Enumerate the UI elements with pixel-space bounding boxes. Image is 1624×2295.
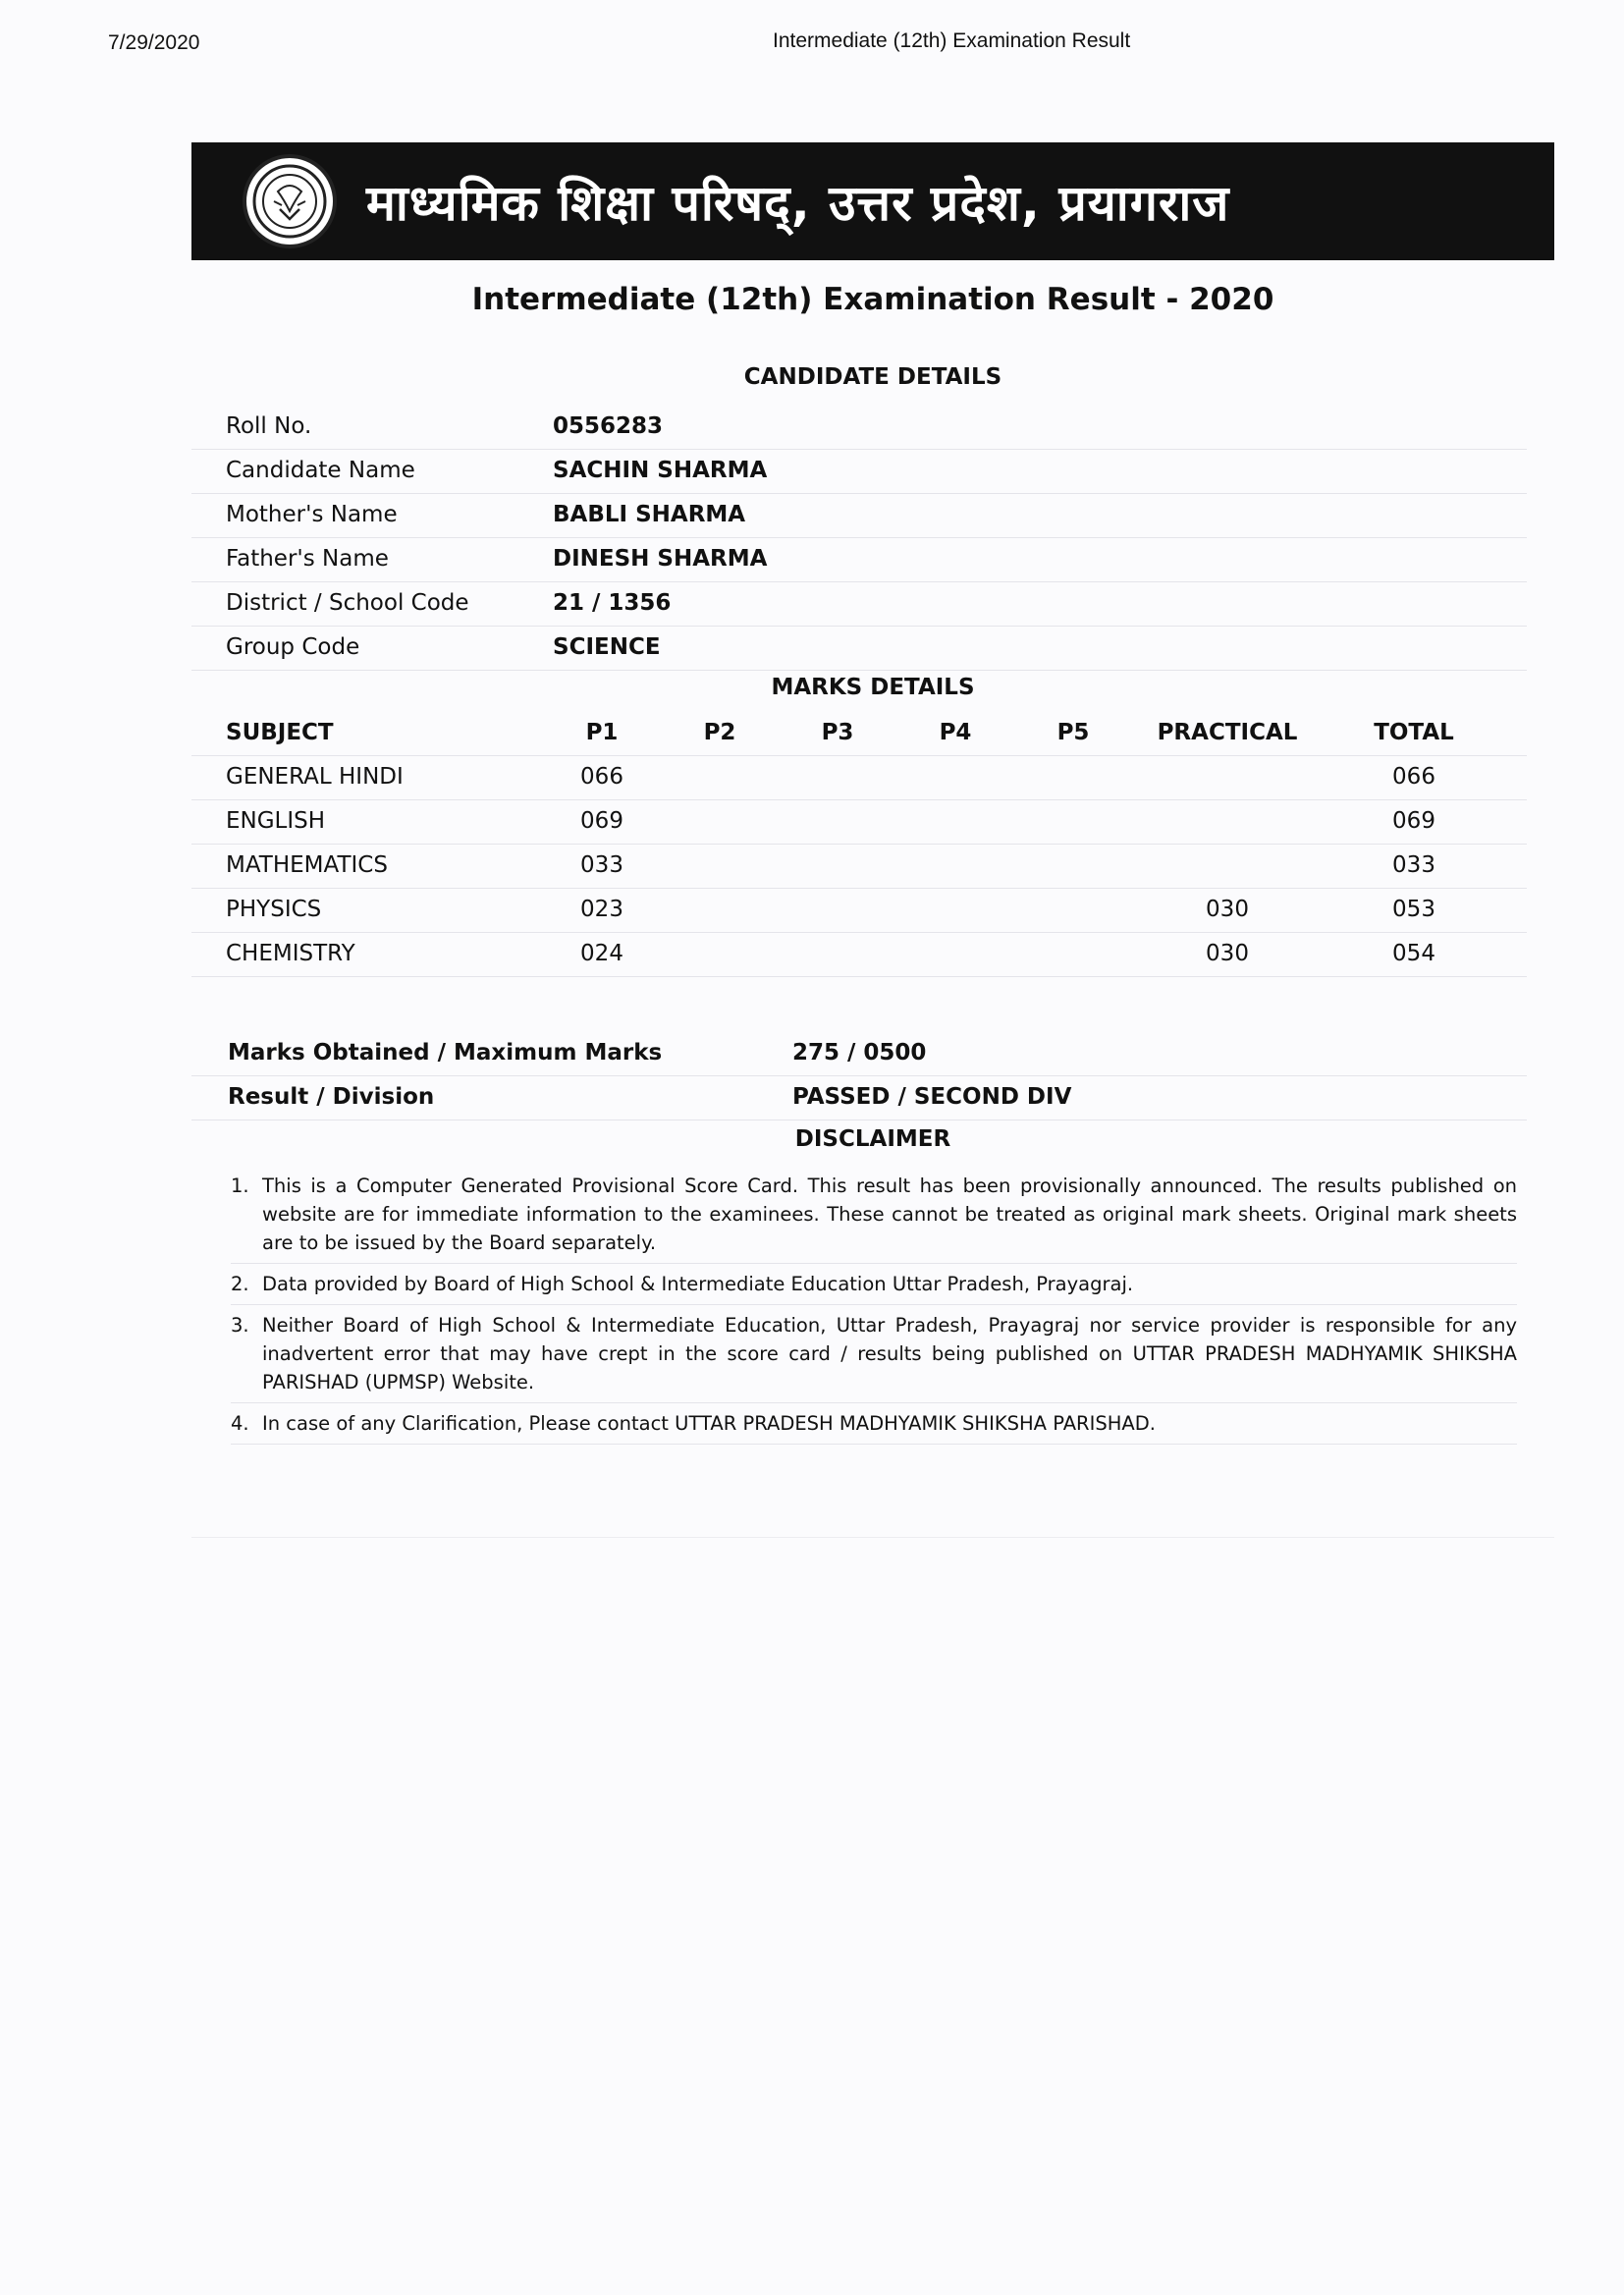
result-division-value: PASSED / SECOND DIV — [792, 1084, 1072, 1110]
candidate-details-title: CANDIDATE DETAILS — [743, 364, 1002, 390]
mark-practical: 030 — [1206, 941, 1249, 966]
district-school-code-row — [191, 582, 1527, 627]
father-name-row — [191, 538, 1527, 582]
detail-label: Roll No. — [226, 413, 312, 439]
marks-obtained-row — [191, 1032, 1527, 1076]
detail-label: Mother's Name — [226, 502, 398, 527]
mark-total: 054 — [1392, 941, 1435, 966]
marks-row-general-hindi — [191, 756, 1527, 800]
disclaimer-number: 4. — [231, 1412, 249, 1435]
disclaimer-item — [231, 1172, 1517, 1264]
column-header-p4: P4 — [939, 720, 972, 745]
card-bottom-divider — [191, 1537, 1554, 1538]
column-header-p2: P2 — [703, 720, 736, 745]
disclaimer-text: Neither Board of High School & Intermediate Education, Uttar Pradesh, Prayagraj nor service provider is responsible for any inadvertent error that may have crept in the score card / results being published on UTTAR PRADESH MADHYAMIK SHIKSHA PARISHAD (UPMSP) Website. — [262, 1314, 1517, 1393]
up-government-seal-icon — [243, 154, 337, 248]
group-code-row — [191, 627, 1527, 671]
column-header-p3: P3 — [821, 720, 854, 745]
disclaimer-text: This is a Computer Generated Provisional Score Card. This result has been provisionally announced. The results published on website are for immediate information to the examinees. These cannot be treated as original mark sheets. Original mark sheets are to be issued by the Board separately. — [262, 1175, 1517, 1254]
disclaimer-item — [231, 1311, 1517, 1403]
disclaimer-number: 1. — [231, 1175, 249, 1197]
column-header-subject: SUBJECT — [226, 720, 334, 745]
detail-value: SACHIN SHARMA — [553, 458, 768, 483]
marks-obtained-label: Marks Obtained / Maximum Marks — [228, 1040, 663, 1066]
mark-p1: 066 — [580, 764, 623, 790]
print-date: 7/29/2020 — [108, 31, 200, 54]
mark-total: 053 — [1392, 897, 1435, 922]
roll-no-row — [191, 406, 1527, 450]
subject-name: ENGLISH — [226, 808, 326, 834]
marks-row-mathematics — [191, 845, 1527, 889]
result-division-row — [191, 1076, 1527, 1120]
mark-p1: 069 — [580, 808, 623, 834]
mark-p1: 024 — [580, 941, 623, 966]
board-banner — [191, 142, 1554, 260]
disclaimer-text: In case of any Clarification, Please contact UTTAR PRADESH MADHYAMIK SHIKSHA PARISHAD. — [262, 1412, 1156, 1435]
column-header-practical: PRACTICAL — [1157, 720, 1298, 745]
candidate-name-row — [191, 450, 1527, 494]
disclaimer-number: 3. — [231, 1314, 249, 1337]
marks-obtained-value: 275 / 0500 — [792, 1040, 927, 1066]
marks-row-chemistry — [191, 933, 1527, 977]
column-header-total: TOTAL — [1374, 720, 1454, 745]
disclaimer-number: 2. — [231, 1273, 249, 1295]
marks-row-physics — [191, 889, 1527, 933]
marks-header-row — [191, 712, 1527, 756]
mark-p1: 023 — [580, 897, 623, 922]
mother-name-row — [191, 494, 1527, 538]
mark-total: 069 — [1392, 808, 1435, 834]
result-division-label: Result / Division — [228, 1084, 435, 1110]
exam-title: Intermediate (12th) Examination Result - 2020 — [471, 282, 1274, 317]
subject-name: PHYSICS — [226, 897, 322, 922]
column-header-p1: P1 — [585, 720, 619, 745]
column-header-p5: P5 — [1056, 720, 1090, 745]
detail-label: Group Code — [226, 634, 360, 660]
detail-value: DINESH SHARMA — [553, 546, 768, 572]
detail-label: Candidate Name — [226, 458, 415, 483]
disclaimer-text: Data provided by Board of High School & Intermediate Education Uttar Pradesh, Prayagraj. — [262, 1273, 1134, 1295]
marks-row-english — [191, 800, 1527, 845]
subject-name: CHEMISTRY — [226, 941, 355, 966]
disclaimer-list — [231, 1172, 1517, 1450]
mark-total: 066 — [1392, 764, 1435, 790]
marks-details-title: MARKS DETAILS — [771, 675, 975, 700]
detail-label: Father's Name — [226, 546, 389, 572]
disclaimer-item — [231, 1409, 1517, 1445]
board-name-hindi: माध्यमिक शिक्षा परिषद्, उत्तर प्रदेश, प्रयागराज — [366, 175, 1230, 232]
result-card — [191, 142, 1554, 1542]
detail-label: District / School Code — [226, 590, 469, 616]
subject-name: GENERAL HINDI — [226, 764, 404, 790]
detail-value: BABLI SHARMA — [553, 502, 746, 527]
mark-practical: 030 — [1206, 897, 1249, 922]
detail-value: SCIENCE — [553, 634, 661, 660]
subject-name: MATHEMATICS — [226, 852, 388, 878]
detail-value: 21 / 1356 — [553, 590, 672, 616]
disclaimer-item — [231, 1270, 1517, 1305]
disclaimer-title: DISCLAIMER — [794, 1126, 951, 1152]
print-page-title: Intermediate (12th) Examination Result — [773, 29, 1131, 52]
mark-total: 033 — [1392, 852, 1435, 878]
mark-p1: 033 — [580, 852, 623, 878]
detail-value: 0556283 — [553, 413, 664, 439]
